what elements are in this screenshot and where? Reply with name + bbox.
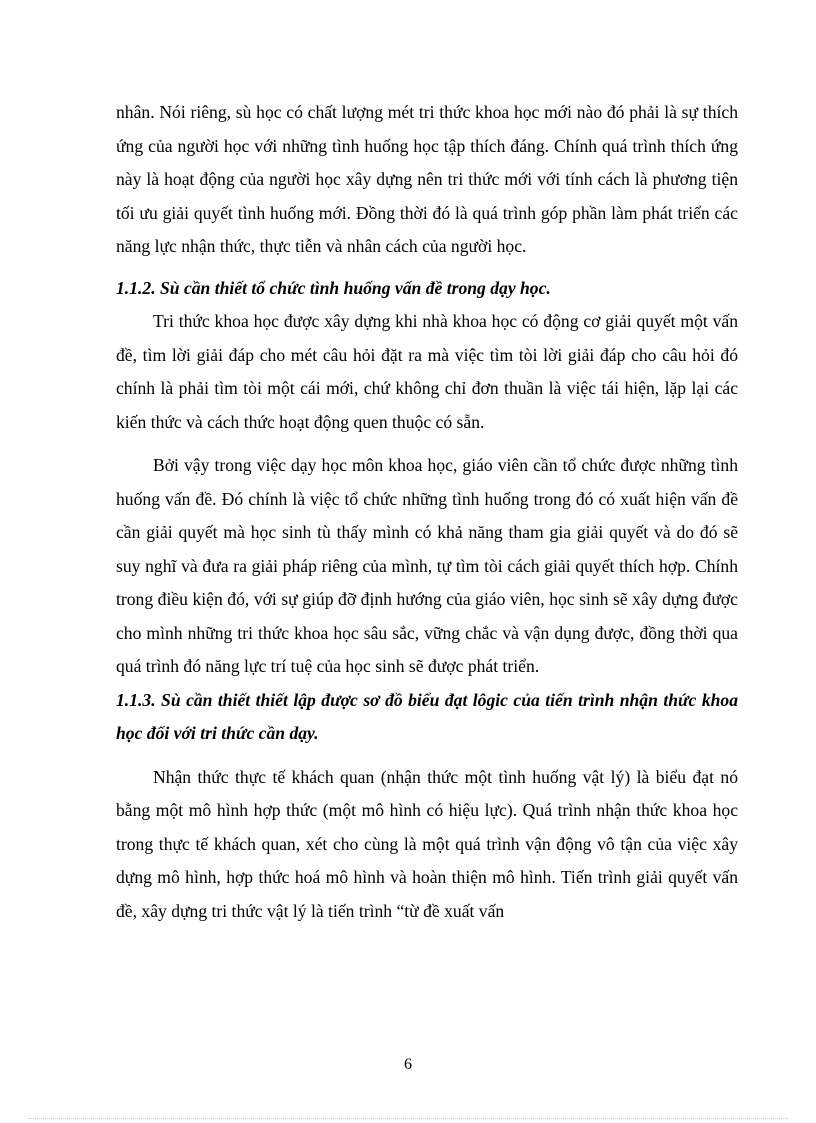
- section-heading-1-1-3: 1.1.3. Sù cần thiết thiết lập được sơ đồ biểu đạt lôgic của tiến trình nhận thức khoa học đối với tri thức cần dạy.: [116, 689, 738, 743]
- section-heading-1-1-2: 1.1.2. Sù cần thiết tổ chức tình huống vấn đề trong dạy học.: [116, 277, 551, 298]
- page-body: [116, 96, 738, 928]
- page-bottom-divider: [28, 1118, 788, 1119]
- paragraph-scientific-knowledge: Tri thức khoa học được xây dựng khi nhà khoa học có động cơ giải quyết một vấn đề, tìm lời giải đáp cho mét câu hỏi đặt ra mà việc tìm tòi lời giải đáp cho câu hỏi đó chính là phải tìm tòi một cái mới, chứ không chỉ đơn thuần là việc tái hiện, lặp lại các kiến thức và cách thức hoạt động quen thuộc có sẵn.: [116, 311, 738, 432]
- page-number: 6: [404, 1056, 412, 1073]
- paragraph-cognition-model: Nhận thức thực tế khách quan (nhận thức một tình huống vật lý) là biểu đạt nó bằng một mô hình hợp thức (một mô hình có hiệu lực). Quá trình nhận thức khoa học trong thực tế khách quan, xét cho cùng là một quá trình vận động vô tận của việc xây dựng mô hình, hợp thức hoá mô hình và hoàn thiện mô hình. Tiến trình giải quyết vấn đề, xây dựng tri thức vật lý là tiến trình “từ đề xuất vấn: [116, 766, 738, 921]
- paragraph-teaching-situations: Bởi vậy trong việc dạy học môn khoa học, giáo viên cần tổ chức được những tình huống vấn đề. Đó chính là việc tổ chức những tình huống trong đó có xuất hiện vấn đề cần giải quyết mà học sinh tù thấy mình có khả năng tham gia giải quyết và do đó sẽ suy nghĩ và đưa ra giải pháp riêng của mình, tự tìm tòi cách giải quyết thích hợp. Chính trong điều kiện đó, với sự giúp đỡ định hướng của giáo viên, học sinh sẽ xây dựng được cho mình những tri thức khoa học sâu sắc, vững chắc và vận dụng được, đồng thời qua quá trình đó năng lực trí tuệ của học sinh sẽ được phát triển.: [116, 455, 738, 676]
- paragraph-continuation: nhân. Nói riêng, sù học có chất lượng mét tri thức khoa học mới nào đó phải là sự thích ứng của người học với những tình huống học tập thích đáng. Chính quá trình thích ứng này là hoạt động của người học xây dựng nên tri thức mới với tính cách là phương tiện tối ưu giải quyết tình huống mới. Đồng thời đó là quá trình góp phần làm phát triển các năng lực nhận thức, thực tiễn và nhân cách của người học.: [116, 102, 738, 256]
